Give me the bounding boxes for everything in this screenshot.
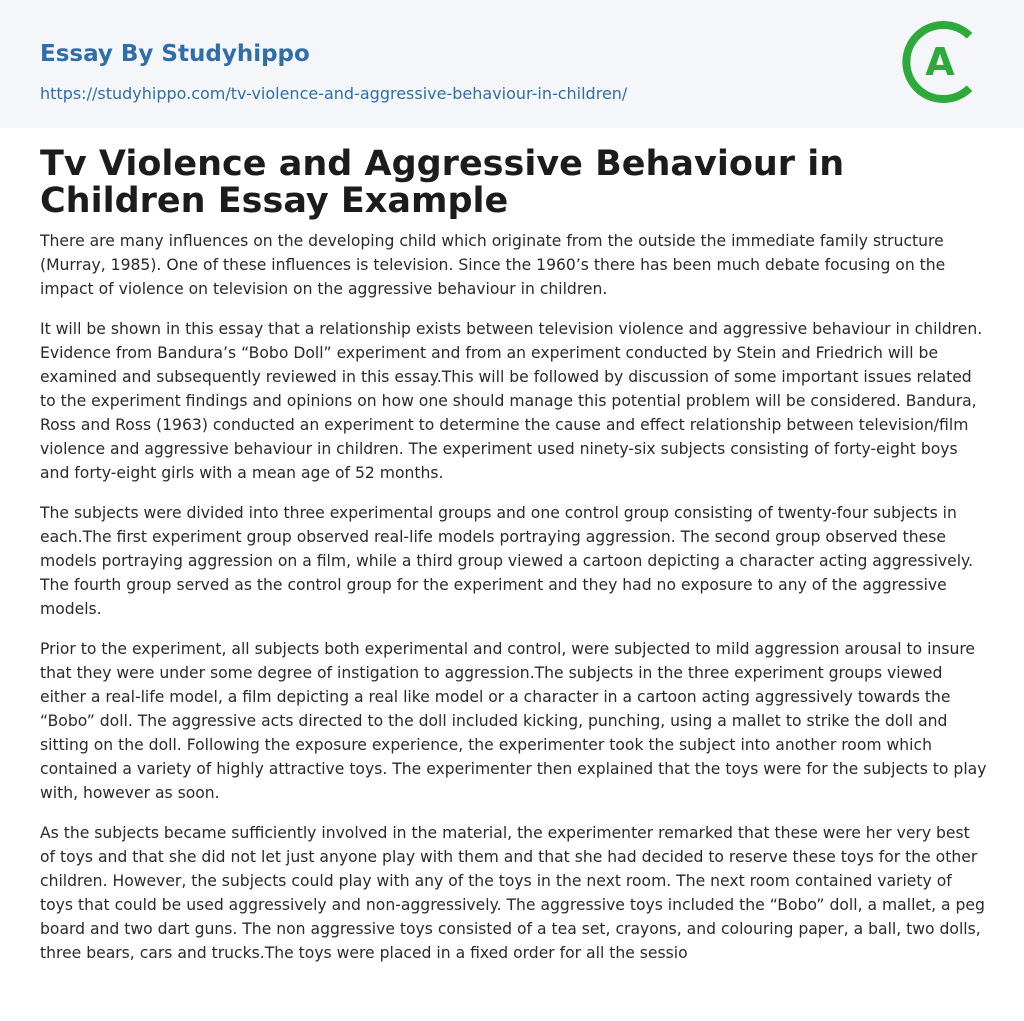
essay-body <box>40 229 988 981</box>
paragraph: There are many influences on the developing child which originate from the outside the immediate family structure (Murray, 1985). One of these influences is television. Since the 1960’s there has been much debate focusing on the impact of violence on television on the aggressive behaviour in children. <box>40 232 946 298</box>
logo-letter: A <box>925 40 955 84</box>
paragraph: As the subjects became sufficiently involved in the material, the experimenter remarked that these were her very best of toys and that she did not let just anyone play with them and that she had decided to reserve these toys for the other children. However, the subjects could play with any of the toys in the next room. The next room contained variety of toys that could be used aggressively and non-aggressively. The aggressive toys included the “Bobo” doll, a mallet, a peg board and two dart guns. The non aggressive toys consisted of a tea set, crayons, and colouring paper, a ball, two dolls, three bears, cars and trucks.The toys were placed in a fixed order for all the sessio <box>40 824 985 962</box>
site-header <box>0 0 1024 128</box>
studyhippo-logo-icon[interactable] <box>898 18 986 106</box>
site-title[interactable]: Essay By Studyhippo <box>40 41 310 67</box>
source-url-link[interactable]: https://studyhippo.com/tv-violence-and-aggressive-behaviour-in-children/ <box>40 84 628 103</box>
paragraph: It will be shown in this essay that a relationship exists between television violence and aggressive behaviour in children. Evidence from Bandura’s “Bobo Doll” experiment and from an experiment conducted by Stein and Friedrich will be examined and subsequently reviewed in this essay.This will be followed by discussion of some important issues related to the experiment findings and opinions on how one should manage this potential problem will be considered. Bandura, Ross and Ross (1963) conducted an experiment to determine the cause and effect relationship between television/film violence and aggressive behaviour in children. The experiment used ninety-six subjects consisting of forty-eight boys and forty-eight girls with a mean age of 52 months. <box>40 320 983 482</box>
paragraph: The subjects were divided into three experimental groups and one control group consisting of twenty-four subjects in each.The first experiment group observed real-life models portraying aggression. The second group observed these models portraying aggression on a film, while a third group viewed a cartoon depicting a character acting aggressively. The fourth group served as the control group for the experiment and they had no exposure to any of the aggressive models. <box>40 504 974 618</box>
page-title: Tv Violence and Aggressive Behaviour in Children Essay Example <box>40 144 845 221</box>
paragraph: Prior to the experiment, all subjects both experimental and control, were subjected to mild aggression arousal to insure that they were under some degree of instigation to aggression.The subjects in the three experiment groups viewed either a real-life model, a film depicting a real like model or a character in a cartoon acting aggressively towards the “Bobo” doll. The aggressive acts directed to the doll included kicking, punching, using a mallet to strike the doll and sitting on the doll. Following the exposure experience, the experimenter took the subject into another room which contained a variety of highly attractive toys. The experimenter then explained that the toys were for the subjects to play with, however as soon. <box>40 640 987 802</box>
